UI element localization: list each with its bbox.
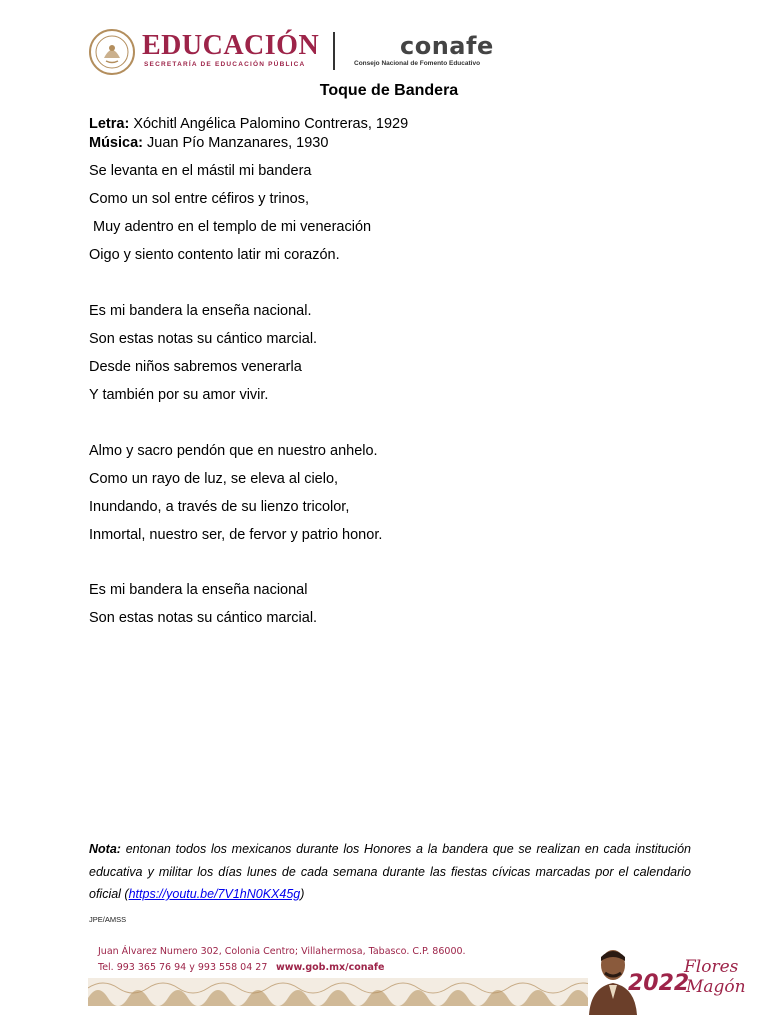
verse-line: Y también por su amor vivir. [89,387,269,403]
verse-line: Son estas notas su cántico marcial. [89,610,318,626]
conafe-subtitle: Consejo Nacional de Fomento Educativo [354,60,481,67]
verse-line: Como un sol entre céfiros y trinos, [89,191,310,207]
year-name-line1: Flores [684,957,739,977]
page-title: Toque de Bandera [319,82,459,99]
credits [89,115,408,153]
author-initials: JPE/AMSS [89,915,127,924]
stanza-3 [89,437,382,549]
verse-line: Inundando, a través de su lienzo tricolor, [89,499,350,515]
sep-subtitle: SECRETARÍA DE EDUCACIÓN PÚBLICA [144,61,306,68]
verse-line: Es mi bandera la enseña nacional [89,582,308,598]
verse-line: Desde niños sabremos venerarla [89,359,302,375]
letterhead [88,28,508,78]
year-number: 2022 [628,971,690,996]
note-text: entonan todos los mexicanos durante los Honores a la bandera que se realizan en cada institución educativa y militar los días lunes de cada semana durante las fiestas cívicas marcadas por el calendario oficial ( [89,842,691,901]
verse-line: Se levanta en el mástil mi bandera [89,163,312,179]
footer-phone: Tel. 993 365 76 94 y 993 558 04 27 [98,962,268,973]
lyrics-author: Xóchitl Angélica Palomino Contreras, 1929 [129,116,409,132]
lyrics-label: Letra: [89,116,130,132]
note-close: ) [300,887,305,901]
music-label: Música: [89,135,143,151]
verse-line: Es mi bandera la enseña nacional. [89,303,312,319]
logo-divider [333,32,335,70]
note-paragraph [89,838,691,906]
music-credit [89,134,408,153]
conafe-logo-text: conafe [400,32,494,60]
stanza-4 [89,576,317,632]
verse-line: Son estas notas su cántico marcial. [89,331,318,347]
decorative-border-icon [88,978,588,1006]
mexico-coat-of-arms-icon [88,28,136,76]
verse-line: Como un rayo de luz, se eleva al cielo, [89,471,339,487]
note-label: Nota: [89,842,121,856]
stanza-2 [89,297,317,409]
youtube-link[interactable]: https://youtu.be/7V1hN0KX45g [128,887,301,901]
education-logo-text: EDUCACIÓN [142,30,320,61]
music-author: Juan Pío Manzanares, 1930 [143,135,329,151]
stanza-1 [89,157,371,269]
verse-line: Inmortal, nuestro ser, de fervor y patrio honor. [89,527,383,543]
footer-address: Juan Álvarez Numero 302, Colonia Centro; Villahermosa, Tabasco. C.P. 86000. [98,946,466,957]
year-name-line2: Magón [686,977,746,997]
verse-line: Muy adentro en el templo de mi veneración [89,219,372,235]
verse-line: Almo y sacro pendón que en nuestro anhelo. [89,443,378,459]
year-badge [628,955,752,1011]
footer-website: www.gob.mx/conafe [276,962,385,973]
verse-line: Oigo y siento contento latir mi corazón. [89,247,340,263]
lyrics-credit [89,115,408,134]
